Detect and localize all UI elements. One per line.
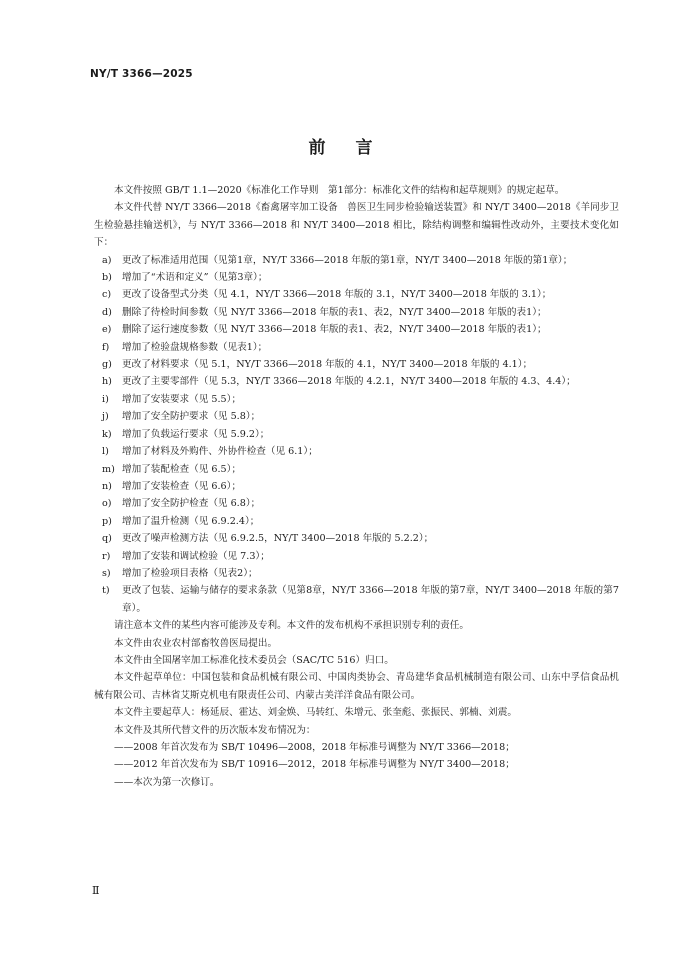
list-item-text: 删除了待检时间参数（见 NY/T 3366—2018 年版的表1、表2，NY/T 3400—2018 年版的表1）； — [122, 306, 547, 318]
technical-changes-list — [94, 252, 619, 618]
drafting-units-statement: 本文件起草单位：中国包装和食品机械有限公司、中国肉类协会、青岛建华食品机械制造有限公司、山东中孚信食品机械有限公司、吉林省艾斯克机电有限责任公司、内蒙古美洋洋食品有限公司。 — [94, 672, 619, 701]
list-item — [94, 356, 619, 373]
list-item — [94, 548, 619, 565]
list-item — [94, 286, 619, 303]
list-item-text: 增加了温升检测（见 6.9.2.4）； — [122, 515, 260, 527]
list-item-text: 增加了安全防护要求（见 5.8）； — [122, 411, 261, 423]
list-item — [94, 443, 619, 460]
list-item-text: 增加了安装检查（见 6.6）； — [122, 480, 242, 492]
list-item — [94, 339, 619, 356]
list-marker: c) — [102, 289, 112, 301]
list-marker: p) — [102, 515, 112, 527]
list-marker: t) — [102, 585, 110, 597]
list-item-text: 更改了主要零部件（见 5.3，NY/T 3366—2018 年版的 4.2.1，NY/T 3400—2018 年版的 4.3、4.4）； — [122, 376, 576, 388]
list-marker: i) — [102, 393, 109, 405]
list-marker: a) — [102, 254, 112, 266]
history-item: ——本次为第一次修订。 — [114, 776, 220, 788]
list-marker: o) — [102, 498, 112, 510]
list-marker: f) — [102, 341, 110, 353]
list-marker: s) — [102, 567, 111, 579]
list-item — [94, 461, 619, 478]
list-item-text: 更改了包装、运输与储存的要求条款（见第8章，NY/T 3366—2018 年版的第7章，NY/T 3400—2018 年版的第7章）。 — [122, 585, 619, 614]
page-number: Ⅱ — [92, 884, 100, 897]
list-item — [94, 408, 619, 425]
list-marker: k) — [102, 428, 112, 440]
list-marker: r) — [102, 550, 111, 562]
list-item — [94, 530, 619, 547]
list-item — [94, 495, 619, 512]
history-intro: 本文件及其所代替文件的历次版本发布情况为： — [114, 724, 316, 736]
proposer-statement: 本文件由农业农村部畜牧兽医局提出。 — [114, 637, 278, 649]
standard-number: NY/T 3366—2025 — [90, 68, 193, 80]
list-item-text: 增加了安装要求（见 5.5）； — [122, 393, 242, 405]
list-item-text: 增加了装配检查（见 6.5）； — [122, 463, 242, 475]
list-item-text: 增加了材料及外购件、外协件检查（见 6.1）； — [122, 446, 318, 458]
list-marker: q) — [102, 533, 112, 545]
history-item: ——2008 年首次发布为 SB/T 10496—2008，2018 年标准号调整为 NY/T 3366—2018； — [114, 742, 515, 753]
list-item — [94, 252, 619, 269]
list-item-text: 增加了检验项目表格（见表2）； — [122, 567, 258, 579]
page-title: 前言 — [308, 138, 403, 158]
list-marker: l) — [102, 446, 109, 458]
history-item: ——2012 年首次发布为 SB/T 10916—2012，2018 年标准号调整为 NY/T 3400—2018； — [114, 759, 515, 771]
list-marker: h) — [102, 376, 112, 388]
list-item-text: 更改了噪声检测方法（见 6.9.2.5，NY/T 3400—2018 年版的 5.2.2）； — [122, 533, 434, 545]
list-item — [94, 565, 619, 582]
replacement-paragraph: 本文件代替 NY/T 3366—2018《畜禽屠宰加工设备 兽医卫生同步检验输送装置》和 NY/T 3400—2018《羊同步卫生检验悬挂输送机》，与 NY/T 3366—2018 和 NY/T 3400—2018 相比，除结构调整和编辑性改动外，主要技术变化如下： — [94, 202, 619, 249]
list-marker: g) — [102, 359, 112, 371]
list-item — [94, 304, 619, 321]
list-item-text: 增加了检验盘规格参数（见表1）； — [122, 341, 268, 353]
list-item — [94, 582, 619, 617]
list-item-text: 增加了“术语和定义”（见第3章）； — [122, 272, 268, 284]
list-item-text: 增加了负载运行要求（见 5.9.2）； — [122, 428, 270, 440]
drafters-statement: 本文件主要起草人：杨延辰、霍达、刘金焕、马转红、朱增元、张奎彪、张振民、郭楠、刘震。 — [114, 707, 517, 719]
list-item — [94, 321, 619, 338]
list-item-text: 更改了材料要求（见 5.1，NY/T 3366—2018 年版的 4.1，NY/T 3400—2018 年版的 4.1）； — [122, 359, 533, 371]
patent-notice: 请注意本文件的某些内容可能涉及专利。本文件的发布机构不承担识别专利的责任。 — [114, 620, 469, 632]
list-marker: n) — [102, 480, 112, 492]
list-marker: d) — [102, 306, 112, 318]
list-marker: m) — [102, 463, 115, 475]
list-item — [94, 513, 619, 530]
centralized-unit-statement: 本文件由全国屠宰加工标准化技术委员会（SAC/TC 516）归口。 — [114, 654, 394, 666]
list-item — [94, 269, 619, 286]
list-item-text: 更改了标准适用范围（见第1章，NY/T 3366—2018 年版的第1章，NY/T 3400—2018 年版的第1章）； — [122, 254, 573, 266]
list-item-text: 删除了运行速度参数（见 NY/T 3366—2018 年版的表1、表2，NY/T 3400—2018 年版的表1）； — [122, 324, 547, 336]
list-item — [94, 426, 619, 443]
list-item — [94, 478, 619, 495]
preface-body — [94, 182, 619, 791]
list-marker: e) — [102, 324, 112, 336]
list-item-text: 增加了安装和调试检验（见 7.3）； — [122, 550, 270, 562]
list-item — [94, 391, 619, 408]
drafting-rule-paragraph: 本文件按照 GB/T 1.1—2020《标准化工作导则 第1部分：标准化文件的结构和起草规则》的规定起草。 — [114, 185, 565, 196]
list-marker: b) — [102, 272, 112, 284]
list-item — [94, 373, 619, 390]
list-item-text: 更改了设备型式分类（见 4.1，NY/T 3366—2018 年版的 3.1，NY/T 3400—2018 年版的 3.1）； — [122, 289, 552, 301]
list-item-text: 增加了安全防护检查（见 6.8）； — [122, 498, 261, 510]
history-list — [94, 739, 619, 791]
list-marker: j) — [102, 411, 109, 423]
